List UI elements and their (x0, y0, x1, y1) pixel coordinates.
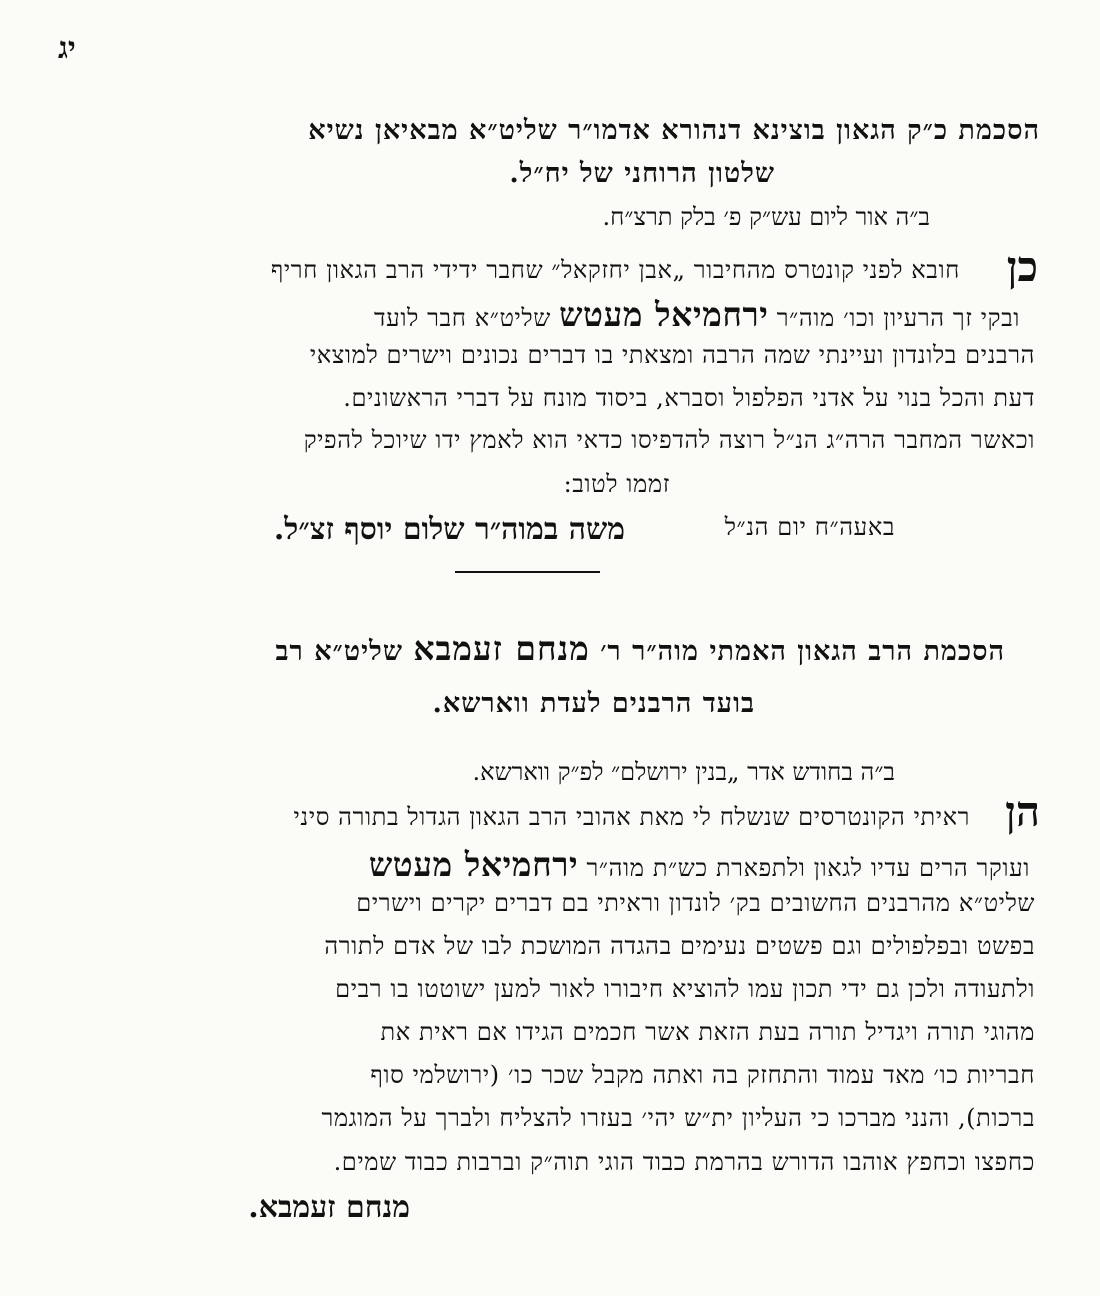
approval2-text-line9: כחפצו וכחפץ אוהבו הדורש בהרמת כבוד הוגי תוה״ק וברבות כבוד שמים. (333, 1148, 1035, 1176)
page-number: יג (58, 31, 76, 66)
approval1-title-line1: הסכמת כ״ק הגאון בוצינא דנהורא אדמו״ר שליט״א מבאיאן נשיא (308, 115, 1040, 146)
section-divider (455, 571, 600, 573)
approval1-text-line1: חובא לפני קונטרס מהחיבור „אבן יחזקאל״ שחבר ידידי הרב הגאון חריף (270, 256, 960, 284)
approval1-text-line5: וכאשר המחבר הרה״ג הנ״ל רוצה להדפיסו כדאי הוא לאמץ ידו שיוכל להפיק (303, 426, 1035, 454)
approval2-title-line1 (275, 629, 1005, 668)
approval2-title-line2: בועד הרבנים לעדת ווארשא. (432, 688, 755, 719)
approval2-text-line2-start: ועוקר הרים עדיו לגאון ולתפארת כש״ת מוה״ר (586, 854, 1030, 882)
approval2-text-line2 (368, 845, 1030, 884)
approval2-text-line1: ראיתי הקונטרסים שנשלח לי מאת אהובי הרב הגאון הגדול בתורה סיני (293, 803, 970, 831)
approval2-signature: מנחם זעמבא. (248, 1190, 410, 1225)
approval2-text-line3: שליט״א מהרבנים החשובים בק׳ לונדון וראיתי בם דברים יקרים וישרים (356, 889, 1035, 917)
approval1-text-line2-start: ובקי זך הרעיון וכו׳ מוה״ר (776, 304, 1020, 332)
approval1-text-line4: דעת והכל בנוי על אדני הפלפול וסברא, ביסוד מונח על דברי הראשונים. (343, 384, 1035, 412)
approval2-text-line4: בפשט ובפלפולים וגם פשטים נעימים בהגדה המושכת לבו של אדם לתורה (324, 932, 1035, 960)
approval1-signature: משה במוה״ר שלום יוסף זצ״ל. (273, 512, 625, 547)
approval2-text-line6: מהוגי תורה ויגדיל תורה בעת הזאת אשר חכמים הגידו אם ראית את (380, 1018, 1035, 1046)
approval1-text-line2-end: שליט״א חבר לועד (374, 304, 551, 332)
approval1-text-line2 (374, 295, 1020, 334)
approval2-text-line5: ולתעודה ולכן גם ידי תכון עמו להוציא חיבורו לאור למען ישוטטו בו רבים (335, 975, 1035, 1003)
approval1-author-name: ירחמיאל מעטש (559, 295, 769, 334)
approval1-text-line6: זממו לטוב: (563, 470, 670, 498)
approval1-text-line3: הרבנים בלונדון ועיינתי שמה הרבה ומצאתי בו דברים נכונים וישרים למוצאי (309, 341, 1035, 369)
approval1-title-line2: שלטון הרוחני של יח״ל. (509, 158, 775, 189)
approval2-date: ב״ה בחודש אדר „בנין ירושלם״ לפ״ק ווארשא. (472, 758, 895, 786)
approval1-initial-word: כן (1006, 242, 1038, 291)
approval2-title-line1-start: הסכמת הרב הגאון האמתי מוה״ר ר׳ (600, 636, 1005, 667)
approval2-author-name: ירחמיאל מעטש (368, 845, 579, 884)
approval2-initial-word: הן (1005, 787, 1040, 836)
approval2-rabbi-name: מנחם זעמבא (413, 629, 590, 668)
approval1-date: ב״ה אור ליום עש״ק פ׳ בלק תרצ״ח. (602, 203, 930, 231)
approval2-title-line1-end: שליט״א רב (275, 636, 403, 667)
approval2-text-line8: ברכות), והנני מברכו כי העליון ית״ש יהי׳ בעזרו להצליח ולברך על המוגמר (321, 1104, 1035, 1132)
approval1-signature-prefix: באעה״ח יום הנ״ל (724, 513, 895, 541)
approval2-text-line7: חבריות כו׳ מאד עמוד והתחזק בה ואתה מקבל שכר כו׳ (ירושלמי סוף (370, 1061, 1035, 1089)
